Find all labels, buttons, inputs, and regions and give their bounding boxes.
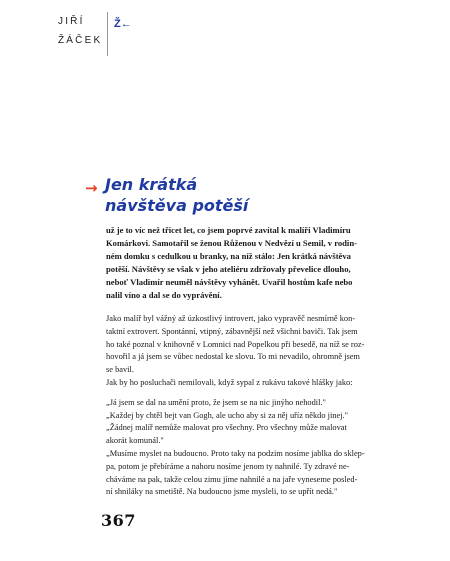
lead-line: neboť Vladimír neuměl návštěvy vyhánět. Uvařil hostům kafe nebo — [106, 277, 353, 288]
lead-line: potěší. Návštěvy se však v jeho ateliéru zdržovaly převelice dlouho, — [106, 264, 351, 275]
lead-paragraph — [106, 224, 368, 303]
body-line: hovořil a já jsem se vůbec nedostal ke slovu. To mi nevadilo, ohromně jsem — [106, 352, 360, 362]
quote-line: „Já jsem se dal na umění proto, že jsem se na nic jinýho nehodil." — [106, 397, 326, 407]
quote-line: „Žádnej malíř nemůže malovat pro všechny. Pro všechny může malovat — [106, 423, 347, 433]
quote-line: cháváme na pak, takže celou zimu jíme nahnilé a na jaře vyneseme posled- — [106, 474, 358, 484]
lead-line: ném domku s cedulkou u branky, na níž stálo: Jen krátká návštěva — [106, 251, 351, 262]
quote-line: ní shniláky na smetiště. Na budoucno jsme mysleli, to se upřít nedá." — [106, 487, 338, 497]
body-line: ho také poznal v knihovně v Lomnici nad Popelkou při besedě, na níž se roz- — [106, 339, 365, 349]
quote-line: akorát komunál." — [106, 436, 164, 446]
lead-line: nalil víno a dal se do vyprávění. — [106, 290, 222, 301]
header-divider — [107, 12, 108, 56]
series-logo: Ž← — [114, 18, 132, 30]
chapter-title — [105, 174, 405, 216]
body-text — [106, 313, 368, 499]
body-line: Jak by ho posluchači nemilovali, když sypal z rukávu takové hlášky jako: — [106, 377, 353, 387]
author-name — [58, 12, 107, 50]
quote-line: „Každej by chtěl bejt van Gogh, ale ucho aby si za něj uříz někdo jinej." — [106, 410, 349, 420]
body-line: taktní extrovert. Spontánní, vtipný, zábavnější než všichni baviči. Tak jsem — [106, 326, 358, 336]
body-line: se bavil. — [106, 365, 134, 375]
chapter-title-line: Jen krátká — [105, 175, 198, 194]
quote-line: „Musíme myslet na budoucno. Proto taky na podzim nosíme jablka do sklep- — [106, 448, 365, 458]
quote-line: pa, potom je přebíráme a nahoru nosíme jenom ty nahnilé. Ty zdravé ne- — [106, 461, 350, 471]
lead-line: Komárkovi. Samotařil se ženou Růženou v Nedvězí u Semil, v rodin- — [106, 238, 357, 249]
page-number: 367 — [101, 511, 136, 530]
lead-line: už je to víc než třicet let, co jsem poprvé zavítal k malíři Vladimíru — [106, 225, 351, 235]
author-last-name: ŽÁČEK — [58, 35, 103, 46]
paragraph-gap — [106, 390, 368, 397]
title-arrow-icon: → — [85, 179, 98, 197]
author-first-name: JIŘÍ — [58, 16, 85, 27]
body-line: Jako malíř byl vážný až úzkostlivý introvert, jako vypravěč nesmírně kon- — [106, 314, 356, 323]
chapter-title-line: návštěva potěší — [105, 196, 249, 215]
